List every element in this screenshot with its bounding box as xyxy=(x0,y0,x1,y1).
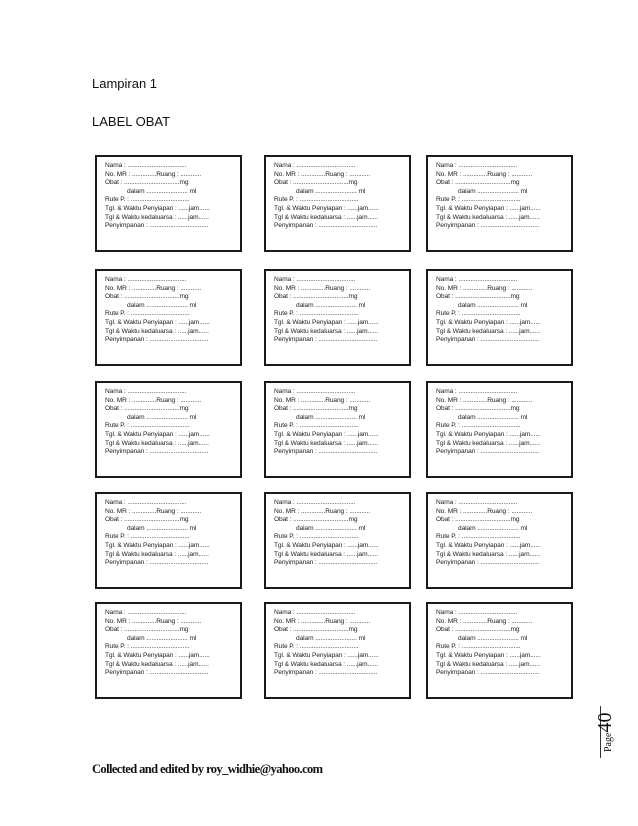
field-obat: Obat : ................................mg xyxy=(436,293,520,301)
field-no-mr: No. MR : ..............Ruang : ............ xyxy=(105,396,202,404)
field-rute: Rute P. : .................................. xyxy=(105,196,190,204)
field-dalam: dalam ........................ ml xyxy=(296,413,366,421)
field-tgl-kedaluarsa: Tgl & Waktu kedaluarsa : ......jam...... xyxy=(274,439,378,447)
field-nama: Nama : .................................. xyxy=(274,276,356,283)
field-obat: Obat : ................................mg xyxy=(436,626,520,634)
field-no-mr: No. MR : ..............Ruang : ............ xyxy=(436,396,533,404)
field-penyimpanan: Penyimpanan : .................................. xyxy=(274,336,378,344)
field-nama: Nama : .................................. xyxy=(105,162,187,169)
field-no-mr: No. MR : ..............Ruang : ............ xyxy=(105,507,202,515)
page-number-value: 40 xyxy=(594,712,616,733)
field-penyimpanan: Penyimpanan : .................................. xyxy=(105,559,209,567)
field-tgl-kedaluarsa: Tgl & Waktu kedaluarsa : ......jam...... xyxy=(105,550,209,558)
field-dalam: dalam ........................ ml xyxy=(127,301,197,309)
field-rute: Rute P. : .................................. xyxy=(436,422,521,430)
field-penyimpanan: Penyimpanan : .................................. xyxy=(436,222,540,230)
field-penyimpanan: Penyimpanan : .................................. xyxy=(436,669,540,677)
field-penyimpanan: Penyimpanan : .................................. xyxy=(436,336,540,344)
field-tgl-penyiapan: Tgl. & Waktu Penyiapan : ......jam...... xyxy=(105,430,210,438)
field-dalam: dalam ........................ ml xyxy=(458,187,528,195)
field-tgl-kedaluarsa: Tgl & Waktu kedaluarsa : ......jam...... xyxy=(105,213,209,221)
field-obat: Obat : ................................mg xyxy=(436,516,520,524)
field-tgl-kedaluarsa: Tgl & Waktu kedaluarsa : ......jam...... xyxy=(274,327,378,335)
field-penyimpanan: Penyimpanan : .................................. xyxy=(105,448,209,456)
field-nama: Nama : .................................. xyxy=(274,499,356,506)
field-obat: Obat : ................................mg xyxy=(274,179,358,187)
field-no-mr: No. MR : ..............Ruang : ............ xyxy=(274,170,371,178)
field-rute: Rute P. : .................................. xyxy=(105,422,190,430)
field-no-mr: No. MR : ..............Ruang : ............ xyxy=(274,396,371,404)
field-tgl-kedaluarsa: Tgl & Waktu kedaluarsa : ......jam...... xyxy=(274,213,378,221)
field-dalam: dalam ........................ ml xyxy=(458,524,528,532)
field-nama: Nama : .................................. xyxy=(105,609,187,616)
field-tgl-penyiapan: Tgl. & Waktu Penyiapan : ......jam...... xyxy=(274,651,379,659)
field-dalam: dalam ........................ ml xyxy=(458,413,528,421)
field-rute: Rute P. : .................................. xyxy=(436,196,521,204)
medicine-label xyxy=(426,269,573,366)
field-dalam: dalam ........................ ml xyxy=(296,524,366,532)
field-penyimpanan: Penyimpanan : .................................. xyxy=(105,336,209,344)
field-tgl-penyiapan: Tgl. & Waktu Penyiapan : ......jam...... xyxy=(436,541,541,549)
field-tgl-penyiapan: Tgl. & Waktu Penyiapan : ......jam...... xyxy=(274,430,379,438)
field-rute: Rute P. : .................................. xyxy=(274,422,359,430)
field-penyimpanan: Penyimpanan : .................................. xyxy=(436,559,540,567)
field-no-mr: No. MR : ..............Ruang : ............ xyxy=(436,284,533,292)
field-dalam: dalam ........................ ml xyxy=(296,301,366,309)
medicine-label xyxy=(95,269,242,366)
field-rute: Rute P. : .................................. xyxy=(274,196,359,204)
field-nama: Nama : .................................. xyxy=(105,499,187,506)
field-obat: Obat : ................................mg xyxy=(436,179,520,187)
field-obat: Obat : ................................mg xyxy=(105,179,189,187)
label-grid xyxy=(95,155,581,700)
medicine-label xyxy=(264,155,411,252)
field-tgl-kedaluarsa: Tgl & Waktu kedaluarsa : ......jam...... xyxy=(105,327,209,335)
field-obat: Obat : ................................mg xyxy=(274,626,358,634)
field-nama: Nama : .................................. xyxy=(436,162,518,169)
field-tgl-kedaluarsa: Tgl & Waktu kedaluarsa : ......jam...... xyxy=(105,660,209,668)
field-obat: Obat : ................................mg xyxy=(105,405,189,413)
field-no-mr: No. MR : ..............Ruang : ............ xyxy=(274,284,371,292)
field-obat: Obat : ................................mg xyxy=(105,516,189,524)
field-dalam: dalam ........................ ml xyxy=(458,634,528,642)
field-rute: Rute P. : .................................. xyxy=(274,533,359,541)
medicine-label xyxy=(95,381,242,478)
field-tgl-kedaluarsa: Tgl & Waktu kedaluarsa : ......jam...... xyxy=(436,327,540,335)
field-tgl-penyiapan: Tgl. & Waktu Penyiapan : ......jam...... xyxy=(274,318,379,326)
field-tgl-penyiapan: Tgl. & Waktu Penyiapan : ......jam...... xyxy=(105,318,210,326)
field-rute: Rute P. : .................................. xyxy=(105,643,190,651)
medicine-label xyxy=(426,492,573,589)
field-dalam: dalam ........................ ml xyxy=(458,301,528,309)
field-penyimpanan: Penyimpanan : .................................. xyxy=(105,669,209,677)
field-nama: Nama : .................................. xyxy=(436,276,518,283)
field-tgl-penyiapan: Tgl. & Waktu Penyiapan : ......jam...... xyxy=(436,318,541,326)
field-no-mr: No. MR : ..............Ruang : ............ xyxy=(105,170,202,178)
field-no-mr: No. MR : ..............Ruang : ............ xyxy=(105,617,202,625)
medicine-label xyxy=(264,269,411,366)
field-nama: Nama : .................................. xyxy=(105,276,187,283)
field-no-mr: No. MR : ..............Ruang : ............ xyxy=(274,507,371,515)
field-nama: Nama : .................................. xyxy=(436,499,518,506)
field-penyimpanan: Penyimpanan : .................................. xyxy=(274,448,378,456)
field-nama: Nama : .................................. xyxy=(436,609,518,616)
field-dalam: dalam ........................ ml xyxy=(127,413,197,421)
field-tgl-kedaluarsa: Tgl & Waktu kedaluarsa : ......jam...... xyxy=(274,660,378,668)
medicine-label xyxy=(264,381,411,478)
medicine-label xyxy=(95,492,242,589)
medicine-label xyxy=(426,381,573,478)
field-no-mr: No. MR : ..............Ruang : ............ xyxy=(436,507,533,515)
field-penyimpanan: Penyimpanan : .................................. xyxy=(105,222,209,230)
field-rute: Rute P. : .................................. xyxy=(105,533,190,541)
field-obat: Obat : ................................mg xyxy=(274,405,358,413)
field-tgl-kedaluarsa: Tgl & Waktu kedaluarsa : ......jam...... xyxy=(436,213,540,221)
field-penyimpanan: Penyimpanan : .................................. xyxy=(274,559,378,567)
field-rute: Rute P. : .................................. xyxy=(436,310,521,318)
field-tgl-penyiapan: Tgl. & Waktu Penyiapan : ......jam...... xyxy=(436,430,541,438)
field-dalam: dalam ........................ ml xyxy=(296,634,366,642)
page-title: LABEL OBAT xyxy=(92,114,171,129)
field-dalam: dalam ........................ ml xyxy=(127,187,197,195)
field-dalam: dalam ........................ ml xyxy=(127,634,197,642)
field-rute: Rute P. : .................................. xyxy=(105,310,190,318)
appendix-heading: Lampiran 1 xyxy=(92,76,158,91)
field-rute: Rute P. : .................................. xyxy=(436,643,521,651)
field-dalam: dalam ........................ ml xyxy=(127,524,197,532)
field-rute: Rute P. : .................................. xyxy=(436,533,521,541)
field-rute: Rute P. : .................................. xyxy=(274,643,359,651)
field-no-mr: No. MR : ..............Ruang : ............ xyxy=(436,170,533,178)
field-obat: Obat : ................................mg xyxy=(436,405,520,413)
field-penyimpanan: Penyimpanan : .................................. xyxy=(274,222,378,230)
field-penyimpanan: Penyimpanan : .................................. xyxy=(436,448,540,456)
field-tgl-penyiapan: Tgl. & Waktu Penyiapan : ......jam...... xyxy=(436,651,541,659)
field-nama: Nama : .................................. xyxy=(436,388,518,395)
field-tgl-kedaluarsa: Tgl & Waktu kedaluarsa : ......jam...... xyxy=(436,660,540,668)
field-no-mr: No. MR : ..............Ruang : ............ xyxy=(105,284,202,292)
field-tgl-kedaluarsa: Tgl & Waktu kedaluarsa : ......jam...... xyxy=(274,550,378,558)
field-obat: Obat : ................................mg xyxy=(105,293,189,301)
footer-credit: Collected and edited by roy_widhie@yahoo.com xyxy=(92,762,323,776)
field-tgl-kedaluarsa: Tgl & Waktu kedaluarsa : ......jam...... xyxy=(436,550,540,558)
medicine-label xyxy=(264,602,411,699)
medicine-label xyxy=(426,602,573,699)
field-nama: Nama : .................................. xyxy=(105,388,187,395)
field-tgl-penyiapan: Tgl. & Waktu Penyiapan : ......jam...... xyxy=(274,204,379,212)
field-tgl-kedaluarsa: Tgl & Waktu kedaluarsa : ......jam...... xyxy=(436,439,540,447)
medicine-label xyxy=(426,155,573,252)
field-nama: Nama : .................................. xyxy=(274,162,356,169)
field-no-mr: No. MR : ..............Ruang : ............ xyxy=(436,617,533,625)
field-nama: Nama : .................................. xyxy=(274,388,356,395)
field-tgl-penyiapan: Tgl. & Waktu Penyiapan : ......jam...... xyxy=(105,204,210,212)
medicine-label xyxy=(95,155,242,252)
medicine-label xyxy=(95,602,242,699)
page-prefix: Page xyxy=(603,732,614,752)
field-tgl-penyiapan: Tgl. & Waktu Penyiapan : ......jam...... xyxy=(436,204,541,212)
field-obat: Obat : ................................mg xyxy=(274,293,358,301)
field-tgl-kedaluarsa: Tgl & Waktu kedaluarsa : ......jam...... xyxy=(105,439,209,447)
field-tgl-penyiapan: Tgl. & Waktu Penyiapan : ......jam...... xyxy=(105,541,210,549)
field-dalam: dalam ........................ ml xyxy=(296,187,366,195)
field-obat: Obat : ................................mg xyxy=(274,516,358,524)
field-nama: Nama : .................................. xyxy=(274,609,356,616)
field-no-mr: No. MR : ..............Ruang : ............ xyxy=(274,617,371,625)
field-penyimpanan: Penyimpanan : .................................. xyxy=(274,669,378,677)
field-tgl-penyiapan: Tgl. & Waktu Penyiapan : ......jam...... xyxy=(105,651,210,659)
medicine-label xyxy=(264,492,411,589)
field-tgl-penyiapan: Tgl. & Waktu Penyiapan : ......jam...... xyxy=(274,541,379,549)
field-rute: Rute P. : .................................. xyxy=(274,310,359,318)
page-number xyxy=(594,713,617,752)
field-obat: Obat : ................................mg xyxy=(105,626,189,634)
